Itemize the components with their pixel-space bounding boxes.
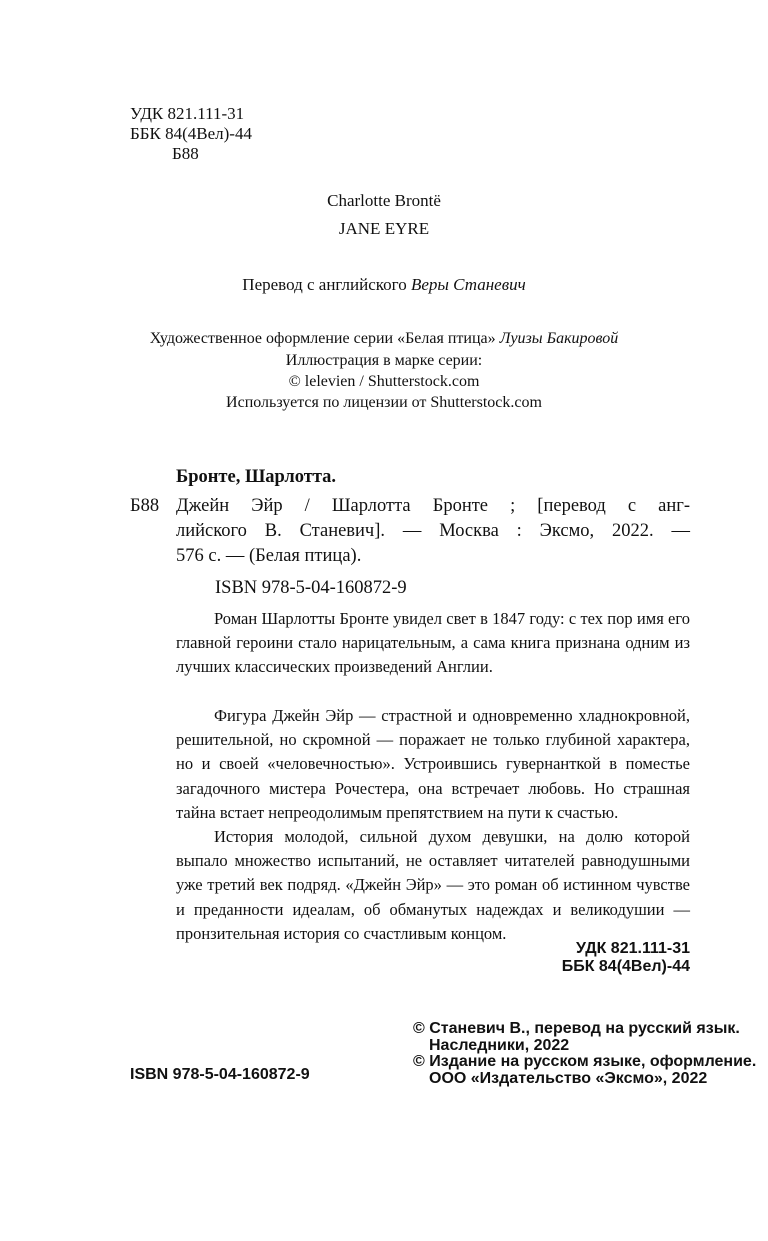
translator-name: Веры Станевич [410,275,526,294]
copyright-edition-line1: © Издание на русском языке, оформление. [413,1053,757,1070]
copyright-translation-line1: © Станевич В., перевод на русский язык. [413,1020,740,1037]
annotation-paragraph: Фигура Джейн Эйр — страстной и одновременно хладнокровной, решительной, но скромной — поражает не только глубиной характера, но и своей «человечностью». Устроившись гувернанткой в поместье загадочного мистера Рочестера, она встречает любовь. Но страшная тайна встает непреодолимым препятствием на пути к счастью. [176,706,690,822]
annotation-udk: УДК 821.111-31 [576,940,690,957]
translation-credit [0,275,768,295]
udk-code: УДК 821.111-31 [130,104,245,123]
catalog-line-3: 576 с. — (Белая птица). [176,546,362,566]
catalog-isbn: ISBN 978-5-04-160872-9 [215,578,407,598]
illustration-copyright: © lelevien / Shutterstock.com [288,373,480,390]
license-note: Используется по лицензии от Shutterstock.com [226,394,542,411]
annotation-paragraph: История молодой, сильной духом девушки, на долю которой выпало множество испытаний, не оставляет читателей равнодушными уже третий век подряд. «Джейн Эйр» — это роман об истинном чувстве и преданности идеалам, об обманутых надеждах и великодушии — пронзительная история со счастливым концом. [176,827,690,943]
catalog-line-2: лийского В. Станевич]. — Москва : Эксмо, 2022. — [176,521,690,541]
translation-prefix: Перевод с английского [242,275,407,294]
original-title: JANE EYRE [338,219,430,238]
copyright-edition-line2: ООО «Издательство «Эксмо», 2022 [429,1070,708,1087]
catalog-line-1: Джейн Эйр / Шарлотта Бронте ; [перевод с анг- [176,496,690,516]
copyright-translation-line2: Наследники, 2022 [429,1037,570,1054]
catalog-mark: Б88 [130,496,160,516]
design-credit-prefix: Художественное оформление серии «Белая птица» [149,330,496,347]
designer-name: Луизы Бакировой [499,330,619,347]
annotation-bbk: ББК 84(4Вел)-44 [561,958,690,975]
annotation-paragraph: Роман Шарлотты Бронте увидел свет в 1847 году: с тех пор имя его главной героини стало нарицательным, а сама книга признана одним из лучших классических произведений Англии. [176,609,690,677]
design-credit [0,330,768,348]
author-mark: Б88 [172,144,199,163]
illustration-credit: Иллюстрация в марке серии: [285,352,483,369]
bbk-code: ББК 84(4Вел)-44 [130,124,252,143]
footer-isbn: ISBN 978-5-04-160872-9 [130,1066,310,1083]
original-author: Charlotte Brontë [327,191,441,210]
catalog-heading: Бронте, Шарлотта. [176,467,337,487]
